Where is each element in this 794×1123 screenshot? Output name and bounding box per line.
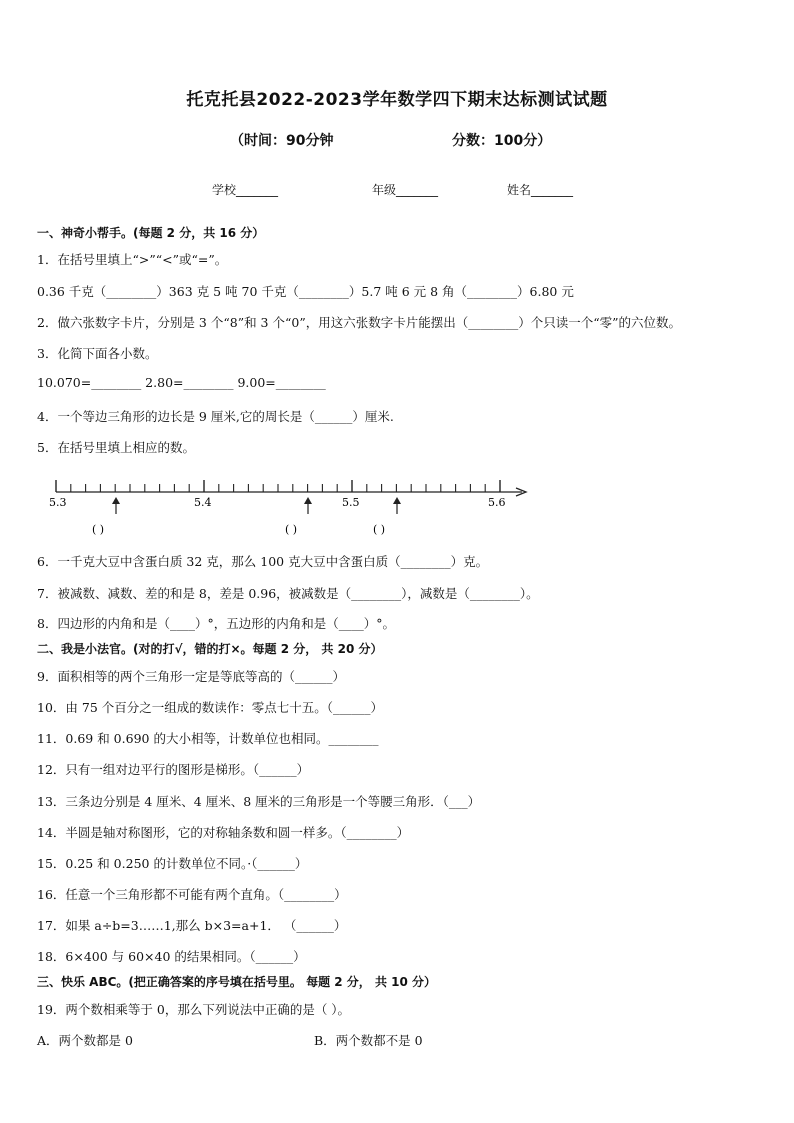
up-arrow-icon bbox=[304, 497, 312, 504]
question-text: 9．面积相等的两个三角形一定是等底等高的（______） bbox=[37, 669, 345, 684]
question-text: 10.070=________ 2.80=________ 9.00=________ bbox=[37, 375, 326, 390]
grade-field: 年级_______ bbox=[372, 183, 439, 197]
up-arrow-icon bbox=[393, 497, 401, 504]
number-line-ticks bbox=[56, 480, 500, 492]
number-line bbox=[36, 462, 536, 542]
question-text: 7．被减数、减数、差的和是 8，差是 0.96，被减数是（________），减数是（________）。 bbox=[37, 586, 539, 601]
tick-label: 5.6 bbox=[488, 496, 506, 509]
question-text: 19．两个数相乘等于 0，那么下列说法中正确的是（ ）。 bbox=[37, 1002, 351, 1017]
question-text: 5．在括号里填上相应的数。 bbox=[37, 440, 195, 455]
question-text: 13．三条边分别是 4 厘米、4 厘米、8 厘米的三角形是一个等腰三角形．（___） bbox=[37, 794, 481, 809]
name-field: 姓名_______ bbox=[507, 183, 574, 197]
question-text: 12．只有一组对边平行的图形是梯形。（______） bbox=[37, 762, 310, 777]
question-text: 18．6×400 与 60×40 的结果相同。（______） bbox=[37, 949, 306, 964]
answer-blank: ( ) bbox=[92, 523, 105, 536]
question-text: 11．0.69 和 0.690 的大小相等，计数单位也相同。________ bbox=[37, 731, 379, 746]
school-field: 学校_______ bbox=[212, 183, 279, 197]
answer-blank: ( ) bbox=[373, 523, 386, 536]
section-heading-3: 三、快乐 ABC。(把正确答案的序号填在括号里。 每题 2 分， 共 10 分） bbox=[37, 975, 437, 989]
exam-score: 分数：100分） bbox=[452, 133, 552, 149]
question-text: 1．在括号里填上“>”“<”或“=”。 bbox=[37, 252, 228, 267]
section-heading-2: 二、我是小法官。(对的打√，错的打×。每题 2 分， 共 20 分） bbox=[37, 642, 383, 656]
question-text: 10．由 75 个百分之一组成的数读作：零点七十五。（______） bbox=[37, 700, 384, 715]
question-text: 6．一千克大豆中含蛋白质 32 克，那么 100 克大豆中含蛋白质（________）克。 bbox=[37, 554, 489, 569]
option-a: A．两个数都是 0 bbox=[37, 1033, 133, 1048]
question-text: 15．0.25 和 0.250 的计数单位不同。·（______） bbox=[37, 856, 308, 871]
question-text: 16．任意一个三角形都不可能有两个直角。（________） bbox=[37, 887, 347, 902]
question-text: 8．四边形的内角和是（____）°，五边形的内角和是（____）°。 bbox=[37, 616, 395, 631]
section-heading-1: 一、神奇小帮手。(每题 2 分，共 16 分） bbox=[37, 226, 265, 240]
question-text: 4．一个等边三角形的边长是 9 厘米,它的周长是（______）厘米. bbox=[37, 409, 394, 424]
page-title: 托克托县2022-2023学年数学四下期末达标测试试题 bbox=[186, 90, 608, 110]
tick-label: 5.4 bbox=[194, 496, 212, 509]
up-arrow-icon bbox=[112, 497, 120, 504]
question-text: 14．半圆是轴对称图形，它的对称轴条数和圆一样多。（________） bbox=[37, 825, 410, 840]
tick-label: 5.5 bbox=[342, 496, 360, 509]
answer-blank: ( ) bbox=[285, 523, 298, 536]
exam-time: （时间：90分钟 bbox=[230, 133, 334, 149]
question-text: 0.36 千克（________）363 克 5 吨 70 千克（________）5.7 吨 6 元 8 角（________）6.80 元 bbox=[37, 284, 574, 299]
tick-label: 5.3 bbox=[49, 496, 67, 509]
question-text: 17．如果 a÷b=3……1,那么 b×3=a+1． （______） bbox=[37, 918, 347, 933]
option-b: B．两个数都不是 0 bbox=[314, 1033, 423, 1048]
question-text: 3．化简下面各小数。 bbox=[37, 346, 158, 361]
question-text: 2．做六张数字卡片，分别是 3 个“8”和 3 个“0”，用这六张数字卡片能摆出（________）个只读一个“零”的六位数。 bbox=[37, 315, 682, 330]
